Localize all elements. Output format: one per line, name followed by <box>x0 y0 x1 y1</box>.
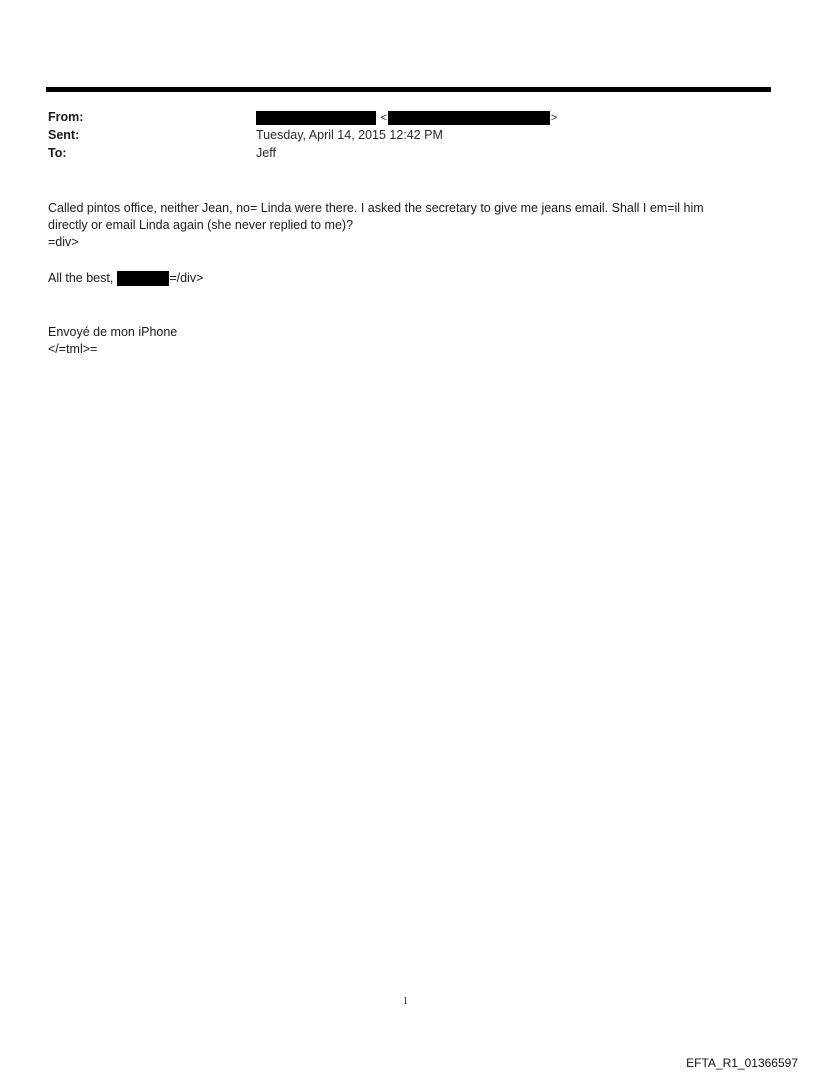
sent-value: Tuesday, April 14, 2015 12:42 PM <box>256 128 443 142</box>
body-line-2: directly or email Linda again (she never replied to me)? <box>48 218 354 232</box>
closing-line <box>48 270 203 287</box>
redacted-sender-name <box>256 111 376 125</box>
from-value <box>256 108 558 127</box>
redacted-signature-name <box>117 271 169 286</box>
from-label: From: <box>48 110 84 124</box>
to-value: Jeff <box>256 146 276 160</box>
html-trailer: </=tml>= <box>48 342 98 356</box>
redacted-sender-email <box>388 111 550 125</box>
mobile-signature: Envoyé de mon iPhone <box>48 325 178 339</box>
page-number: 1 <box>403 996 408 1007</box>
from-email-close-bracket: > <box>550 111 558 124</box>
bates-number: EFTA_R1_01366597 <box>686 1056 798 1070</box>
to-label: To: <box>48 146 67 160</box>
closing-prefix: All the best, <box>48 271 114 285</box>
sent-label: Sent: <box>48 128 80 142</box>
from-email-open-bracket: < <box>380 111 387 124</box>
body-line-3: =div> <box>48 235 79 249</box>
closing-suffix: =/div> <box>169 271 204 285</box>
header-divider-rule <box>46 87 771 92</box>
body-line-1: Called pintos office, neither Jean, no= Linda were there. I asked the secretary to give me jeans email. Shall I em=il him <box>48 201 704 215</box>
